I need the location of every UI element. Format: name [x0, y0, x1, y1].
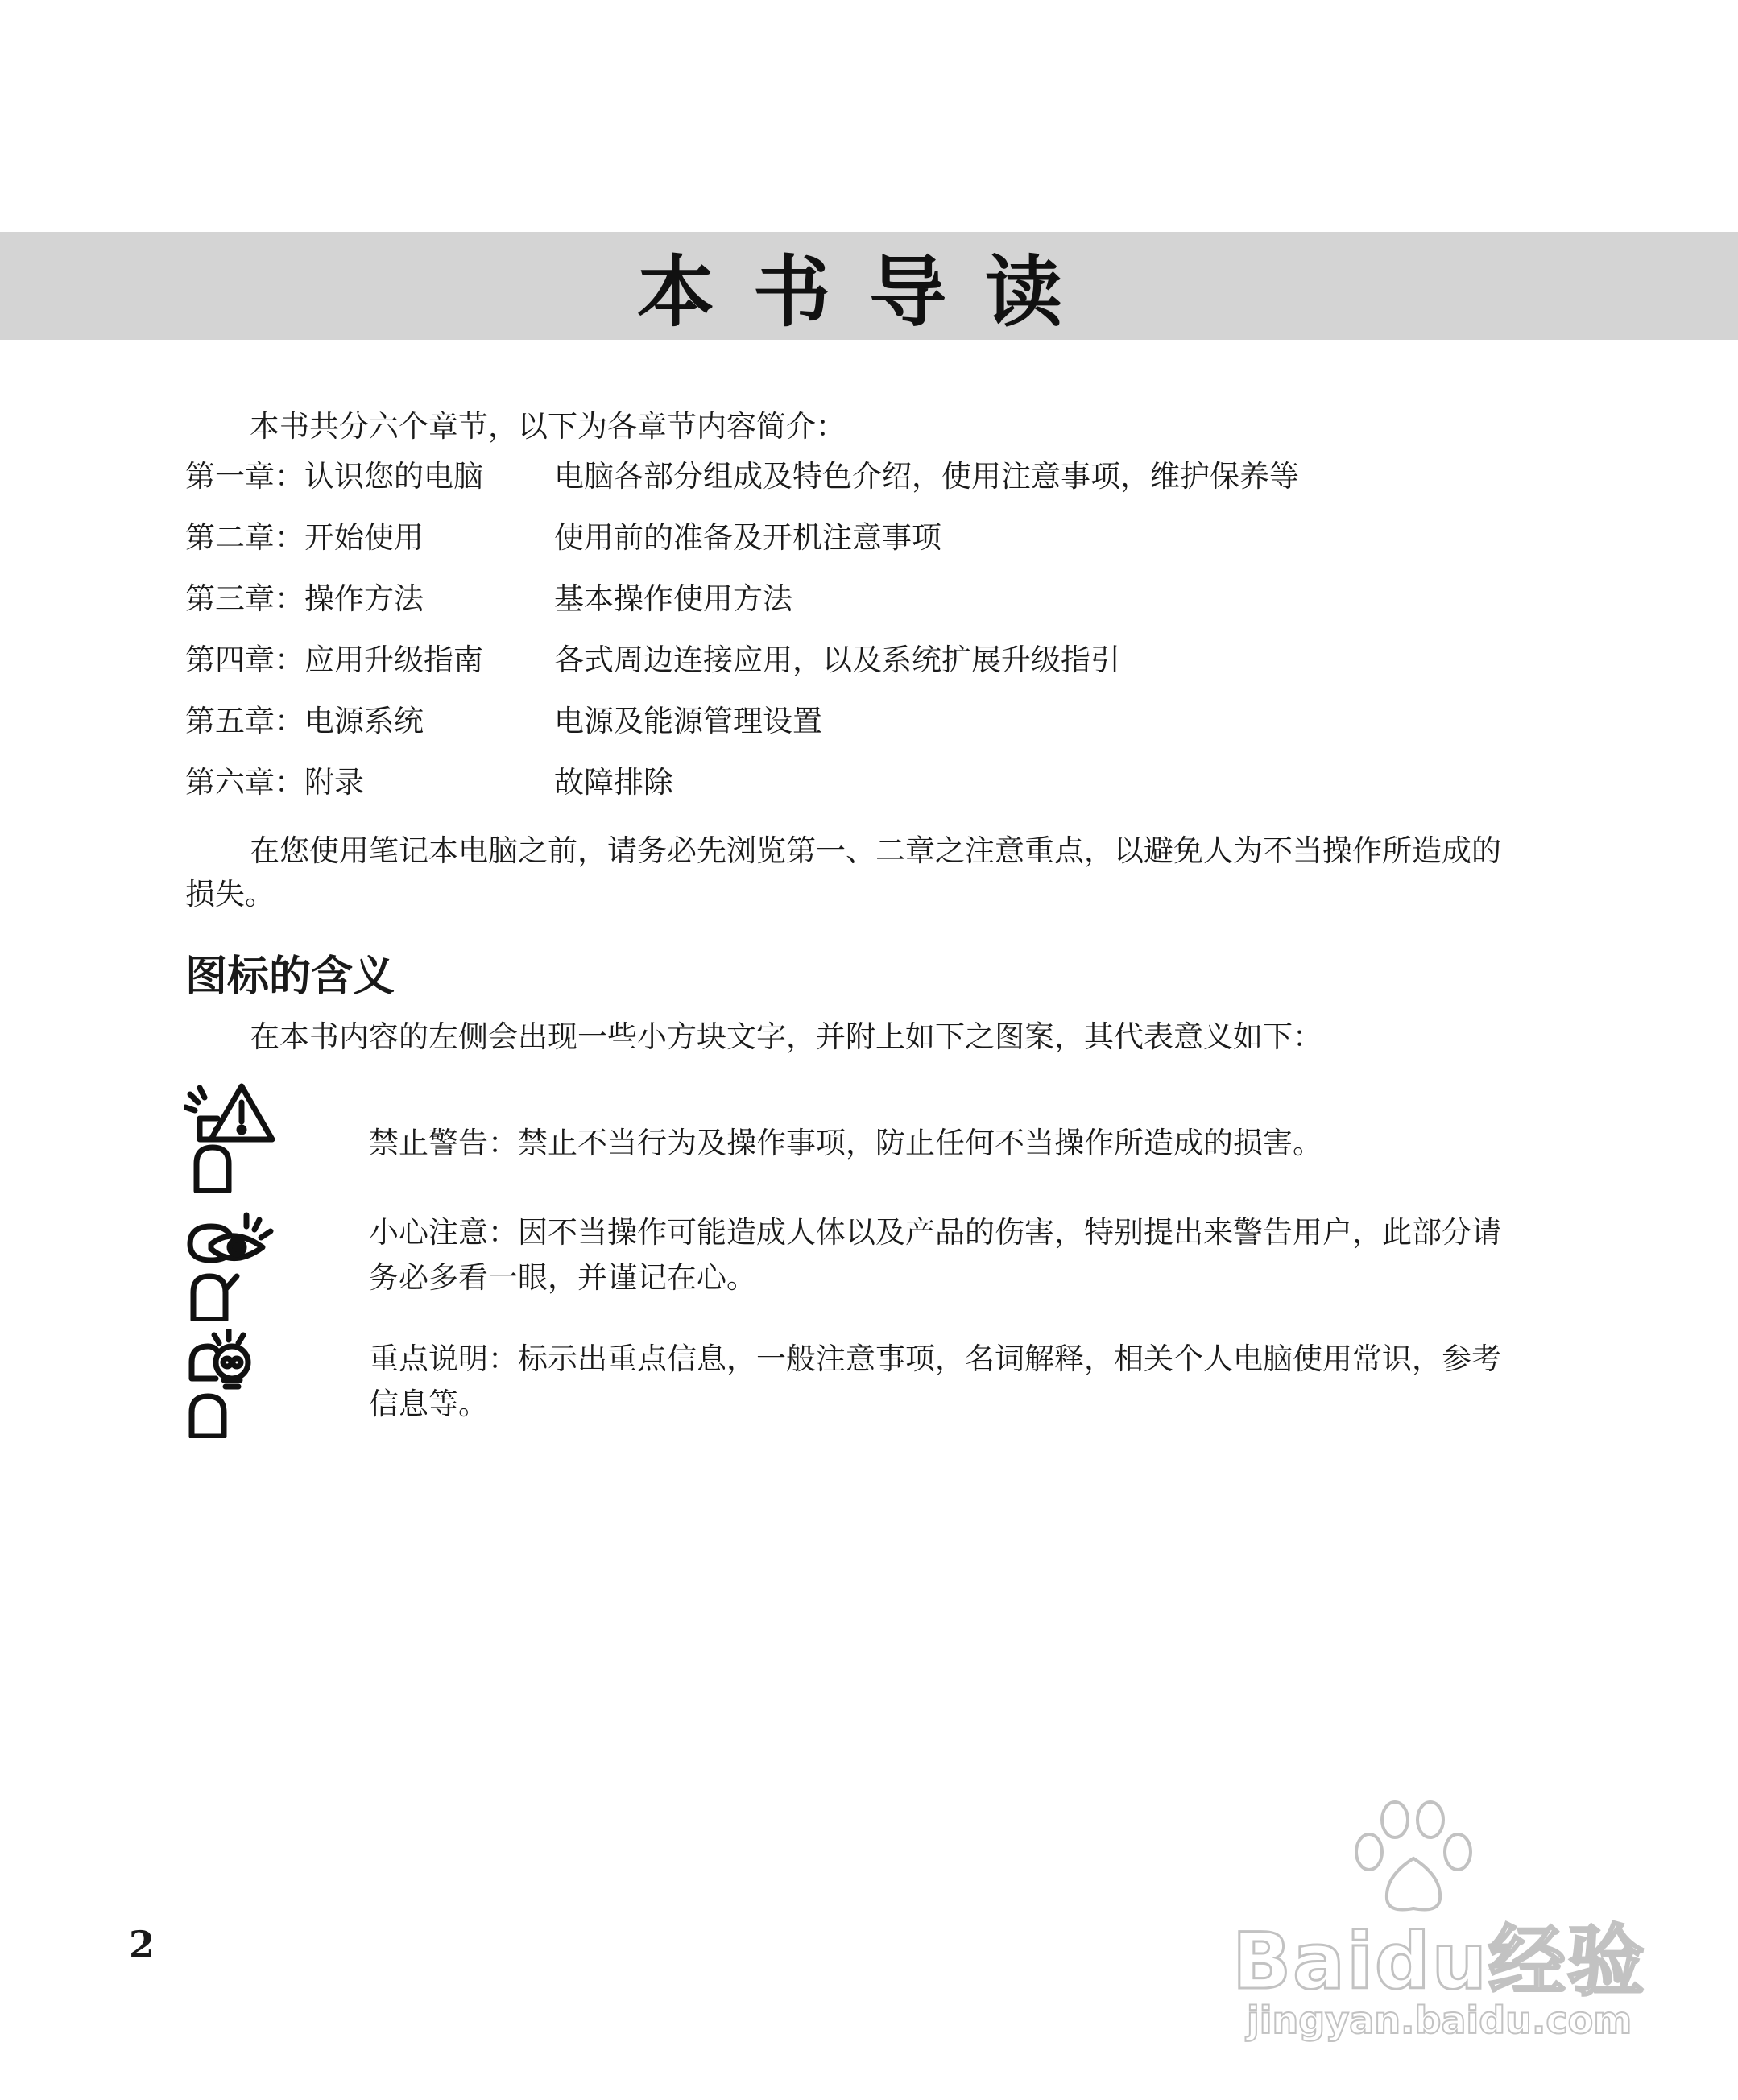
chapter-row: [185, 701, 1554, 763]
baidu-watermark: [1232, 1796, 1651, 2042]
icon-desc-key-point: 重点说明：标示出重点信息，一般注意事项，名词解释，相关个人电脑使用常识，参考信息等。: [369, 1341, 1501, 1421]
watermark-url: jingyan.baidu.com: [1247, 1999, 1632, 2042]
chapter-desc: 各式周边连接应用，以及系统扩展升级指引: [554, 643, 1120, 677]
chapter-desc: 使用前的准备及开机注意事项: [554, 520, 941, 555]
chapter-row: [185, 457, 1554, 518]
section-heading: 图标的含义: [185, 953, 395, 1001]
notice-text: 在您使用笔记本电脑之前，请务必先浏览第一、二章之注意重点，以避免人为不当操作所造成的损失。: [185, 833, 1501, 912]
lightbulb-person-icon: [184, 1329, 277, 1438]
chapter-desc: 基本操作使用方法: [554, 581, 792, 616]
icons-intro-text: 在本书内容的左侧会出现一些小方块文字，并附上如下之图案，其代表意义如下：: [250, 1019, 1322, 1054]
chapter-name: 第四章：应用升级指南: [185, 643, 483, 677]
chapter-name: 第三章：操作方法: [185, 581, 424, 616]
chapter-row: [185, 640, 1554, 701]
chapter-name: 第五章：电源系统: [185, 704, 424, 738]
title-band: [0, 232, 1738, 340]
chapter-list: [185, 457, 1554, 824]
warning-person-icon: [184, 1083, 277, 1193]
chapter-desc: 故障排除: [554, 765, 673, 800]
eye-person-icon: [184, 1212, 277, 1321]
page-number: 2: [129, 1923, 155, 1966]
chapter-desc: 电源及能源管理设置: [554, 704, 822, 738]
icon-desc-caution: 小心注意：因不当操作可能造成人体以及产品的伤害，特别提出来警告用户，此部分请务必多看一眼，并谨记在心。: [369, 1215, 1501, 1295]
chapter-row: [185, 579, 1554, 640]
icon-desc-warning: 禁止警告：禁止不当行为及操作事项，防止任何不当操作所造成的损害。: [369, 1126, 1322, 1160]
chapter-name: 第一章：认识您的电脑: [185, 459, 483, 494]
page-title: 本书导读: [637, 246, 1101, 337]
intro-text: 本书共分六个章节，以下为各章节内容简介：: [250, 409, 846, 444]
chapter-row: [185, 763, 1554, 824]
chapter-name: 第六章：附录: [185, 765, 364, 800]
chapter-name: 第二章：开始使用: [185, 520, 424, 555]
chapter-row: [185, 518, 1554, 579]
watermark-logo-text: Baidu经验: [1232, 1916, 1646, 2007]
chapter-desc: 电脑各部分组成及特色介绍，使用注意事项，维护保养等: [554, 459, 1299, 494]
paw-logo-icon: [1345, 1796, 1482, 1916]
